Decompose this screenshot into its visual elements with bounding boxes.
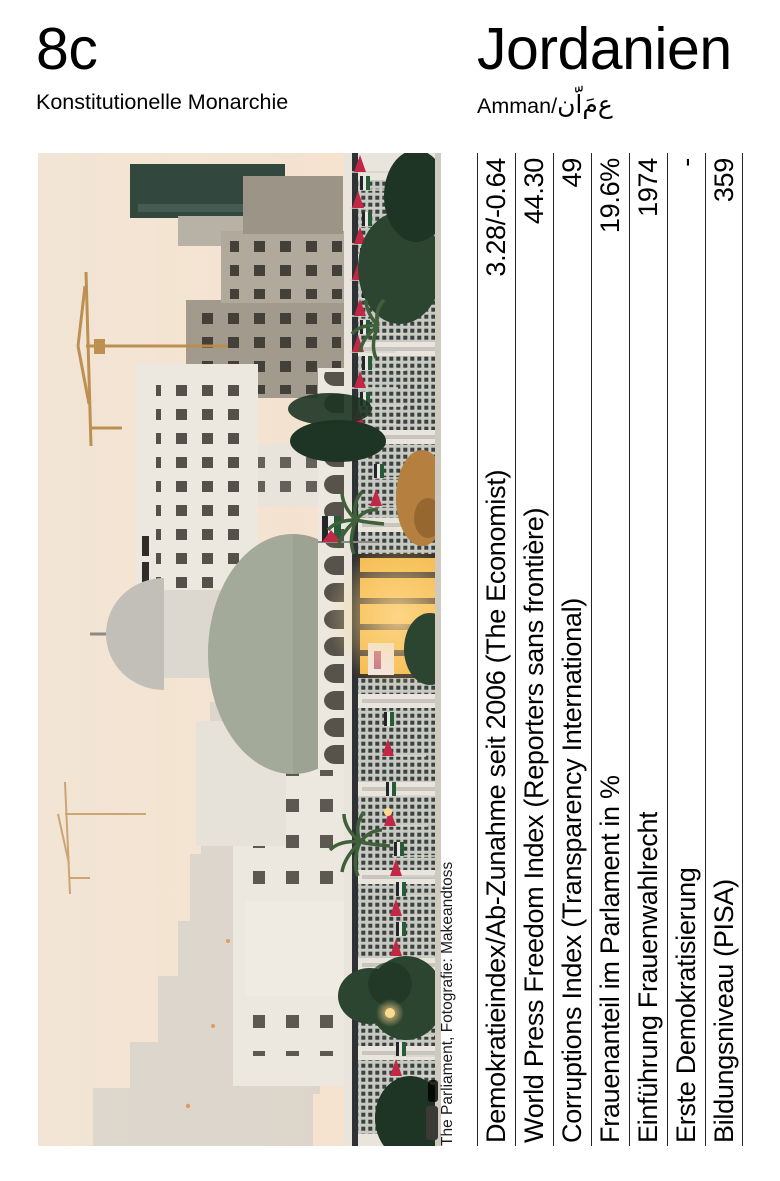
stat-value: 3.28/-0.64 xyxy=(481,158,511,277)
government-type: Konstitutionelle Monarchie xyxy=(36,90,289,114)
parliament-photo xyxy=(38,153,441,1146)
stat-row xyxy=(591,153,629,1146)
stat-row xyxy=(553,153,591,1146)
photo-caption-frame xyxy=(436,828,460,1146)
stats-table xyxy=(477,153,743,1146)
photo-frame xyxy=(38,153,441,1146)
stat-label: Demokratieindex/Ab-Zunahme seit 2006 (The Economist) xyxy=(481,469,511,1143)
country-name: Jordanien xyxy=(477,16,732,82)
stat-label: Frauenanteil im Parlament in % xyxy=(595,775,625,1143)
stat-value: 44.30 xyxy=(519,158,549,225)
stat-value: 19.6% xyxy=(595,158,625,234)
stats-table-frame xyxy=(477,153,743,1146)
stat-label: Einführung Frauenwahlrecht xyxy=(633,811,663,1143)
capital-arabic: ن‌اّ‌مَ‌ع xyxy=(557,90,613,119)
stat-label: Corruptions Index (Transparency International) xyxy=(557,598,587,1143)
capital-name xyxy=(477,90,613,120)
stat-label: World Press Freedom Index (Reporters sans frontière) xyxy=(519,507,549,1143)
parliament-photo-art xyxy=(38,153,441,1146)
stat-value: 359 xyxy=(708,158,739,203)
stat-value: - xyxy=(671,158,701,167)
stat-row xyxy=(515,153,553,1146)
stat-label: Bildungsniveau (PISA) xyxy=(708,879,739,1143)
stat-value: 49 xyxy=(557,158,587,188)
stat-row xyxy=(477,153,515,1146)
stat-value: 1974 xyxy=(633,158,663,217)
photo-caption: The Parliament, Fotografie: Makeandtoss xyxy=(439,861,456,1146)
stat-row xyxy=(629,153,667,1146)
page-code: 8c xyxy=(36,16,98,82)
stat-row xyxy=(667,153,705,1146)
capital-latin: Amman/ xyxy=(477,94,558,118)
stat-row xyxy=(705,153,743,1146)
stat-label: Erste Demokratisierung xyxy=(671,867,701,1143)
